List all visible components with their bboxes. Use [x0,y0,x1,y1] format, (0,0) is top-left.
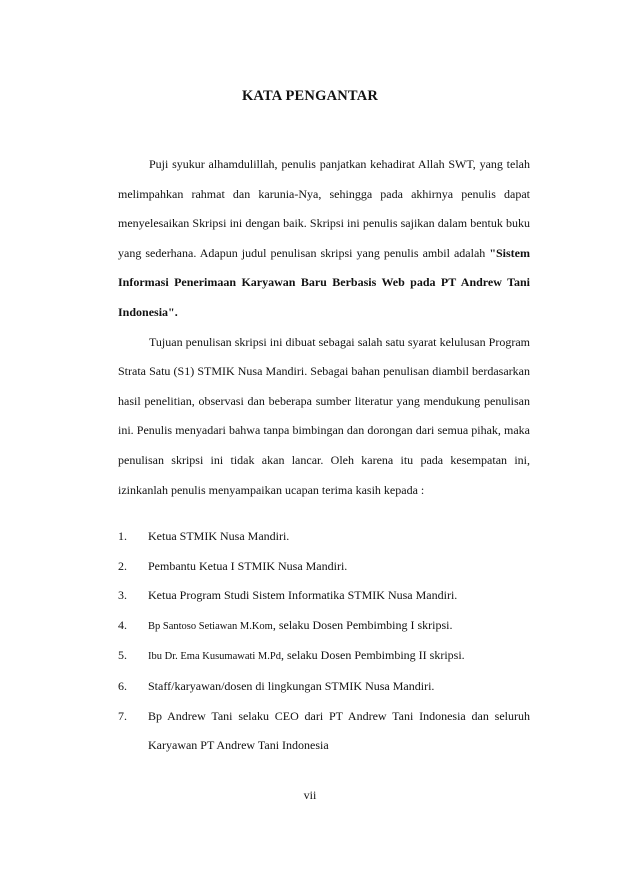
body-text [118,150,530,505]
list-item-text: Ketua STMIK Nusa Mandiri. [148,529,290,543]
list-item-number: 7. [118,708,127,723]
paragraph-intro-text: Puji syukur alhamdulillah, penulis panjatkan kehadirat Allah SWT, yang telah melimpahkan rahmat dan karunia-Nya, sehingga pada akhirnya penulis dapat menyelesaikan Skripsi ini dengan baik. Skripsi ini penulis sajikan dalam bentuk buku yang sederhana. Adapun judul penulisan skripsi yang penulis ambil adalah [118,157,530,260]
list-item-text: Ketua Program Studi Sistem Informatika STMIK Nusa Mandiri. [148,588,458,603]
thesis-title-period: . [174,304,178,319]
list-item [118,702,530,761]
list-item [118,641,530,672]
paragraph-purpose: Tujuan penulisan skripsi ini dibuat sebagai salah satu syarat kelulusan Program Strata Satu (S1) STMIK Nusa Mandiri. Sebagai bahan penulisan diambil berdasarkan hasil penelitian, observasi dan beberapa sumber literatur yang mendukung penulisan ini. Penulis menyadari bahwa tanpa bimbingan dan dorongan dari semua pihak, maka penulisan skripsi ini tidak akan lancar. Oleh karena itu pada kesempatan ini, izinkanlah penulis menyampaikan ucapan terima kasih kepada : [118,334,530,497]
list-item-number: 4. [118,617,127,632]
acknowledgement-list [118,522,530,761]
list-item-text: , selaku Dosen Pembimbing I skripsi. [272,617,453,632]
list-item-number: 2. [118,558,127,573]
list-item-text: Bp Andrew Tani selaku CEO dari PT Andrew Tani Indonesia dan seluruh Karyawan PT Andrew Tani Indonesia [148,708,530,753]
list-item-name: Ibu Dr. Ema Kusumawati M.Pd [148,651,281,663]
list-item [118,672,530,702]
list-item-number: 3. [118,588,127,603]
thesis-title: "Sistem Informasi Penerimaan Karyawan Baru Berbasis Web pada PT Andrew Tani Indonesia" [118,245,530,319]
list-item-name: Bp Santoso Setiawan M.Kom [148,620,273,632]
list-item [118,522,530,552]
paragraph-intro [118,150,530,328]
page-number: vii [303,788,317,802]
list-item-text: Pembantu Ketua I STMIK Nusa Mandiri. [148,558,348,573]
page-title: KATA PENGANTAR [241,88,379,104]
list-item [118,552,530,582]
list-item-text: , selaku Dosen Pembimbing II skripsi. [281,648,465,663]
list-item [118,611,530,642]
list-item-number: 6. [118,678,127,693]
list-item-text: Staff/karyawan/dosen di lingkungan STMIK Nusa Mandiri. [148,678,435,693]
list-item-number: 5. [118,648,127,663]
list-item [118,581,530,611]
list-item-number: 1. [118,529,127,543]
